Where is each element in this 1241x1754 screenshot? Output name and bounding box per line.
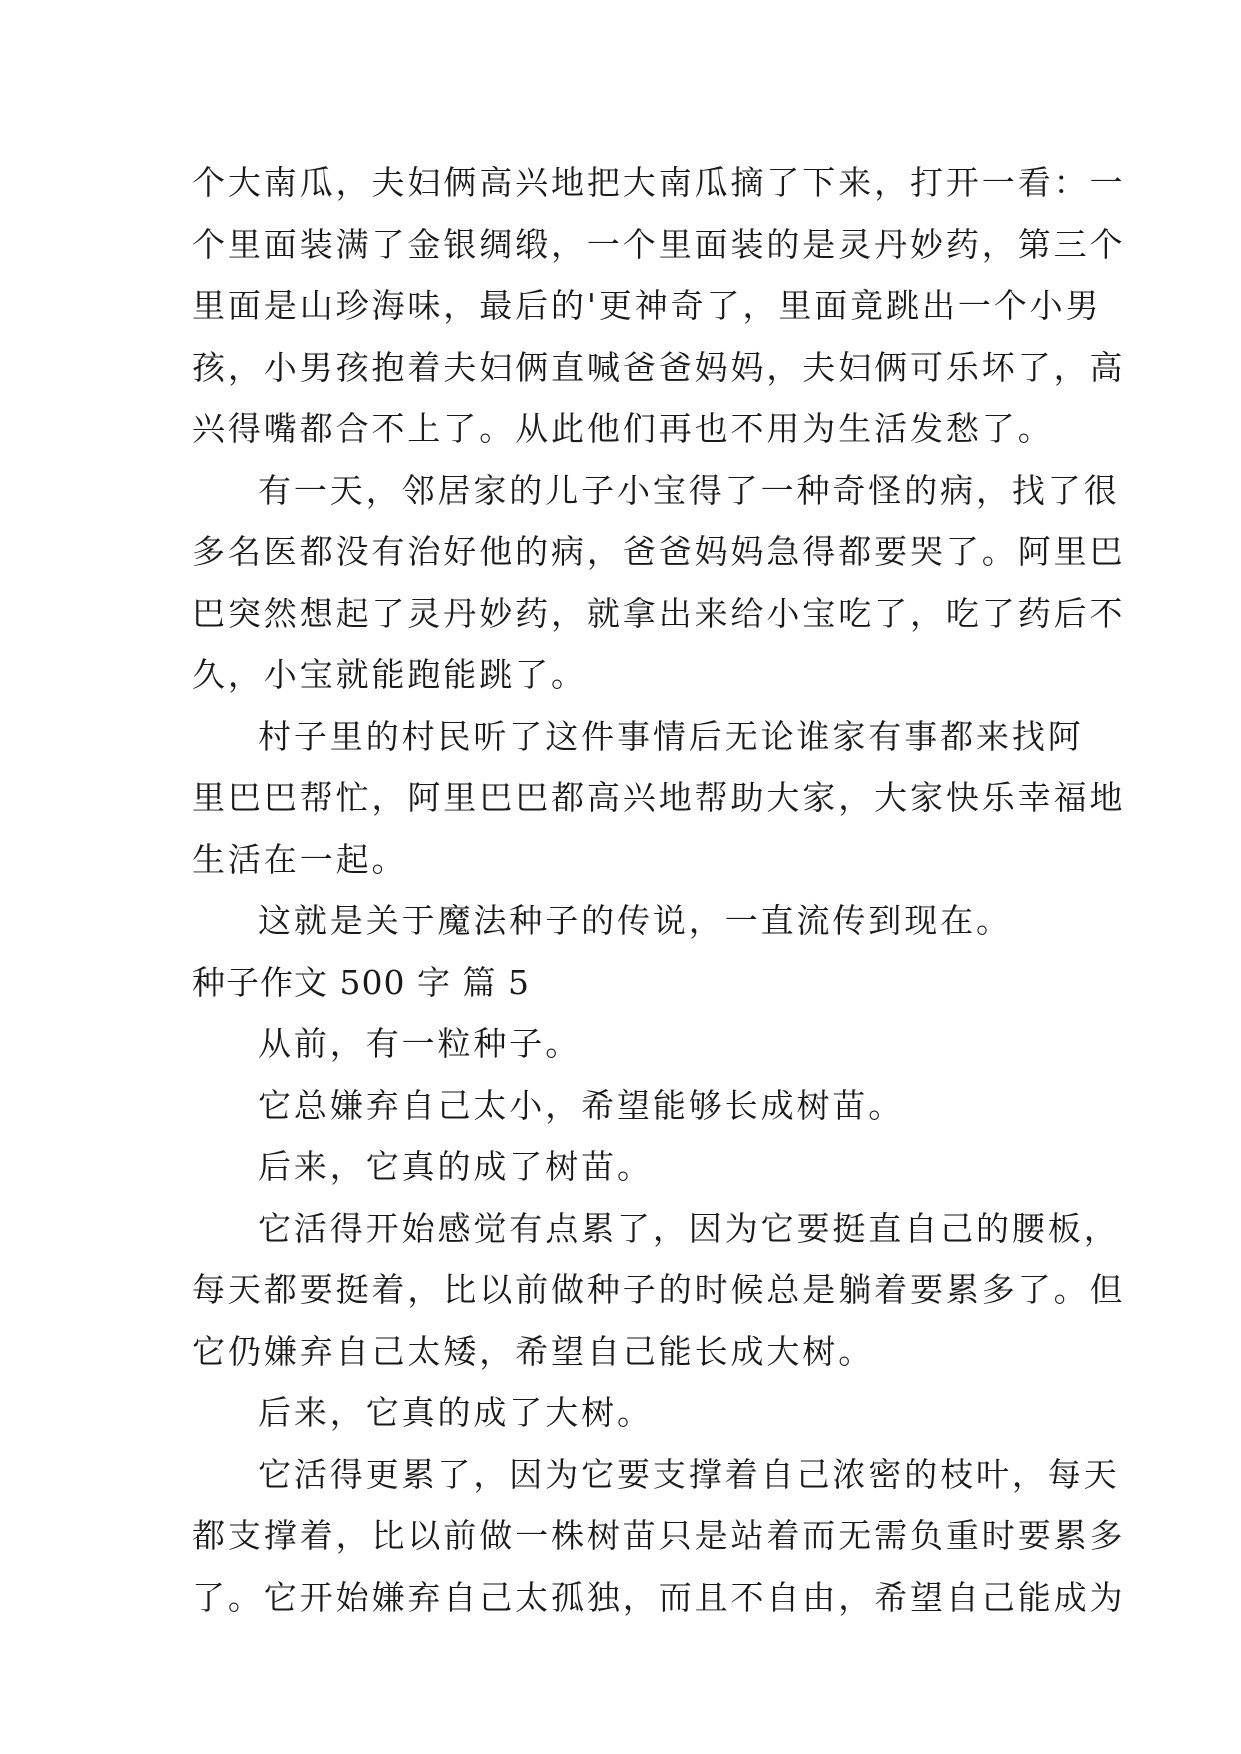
paragraph-line: 后来，它真的成了大树。 [258,1393,653,1432]
paragraph-line: 村子里的村民听了这件事情后无论谁家有事都来找阿 [258,716,1084,756]
paragraph-line: 兴得嘴都合不上了。从此他们再也不用为生活发愁了。 [192,409,1054,448]
paragraph-line: 里面是山珍海味，最后的'更神奇了，里面竟跳出一个小男 [192,286,1102,325]
paragraph-line: 多名医都没有治好他的病，爸爸妈妈急得都要哭了。阿里巴 [192,532,1126,571]
paragraph-line: 它仍嫌弃自己太矮，希望自己能长成大树。 [192,1331,875,1371]
paragraph-line: 巴突然想起了灵丹妙药，就拿出来给小宝吃了，吃了药后不 [192,593,1126,633]
paragraph-line: 了。它开始嫌弃自己太孤独，而且不自由，希望自己能成为 [192,1577,1126,1617]
document-page [192,152,1126,1628]
paragraph-line: 后来，它真的成了树苗。 [258,1147,653,1186]
paragraph-line: 它活得开始感觉有点累了，因为它要挺直自己的腰板， [258,1208,1120,1248]
paragraph-line: 每天都要挺着，比以前做种子的时候总是躺着要累多了。但 [192,1270,1126,1309]
paragraph-line: 都支撑着，比以前做一株树苗只是站着而无需负重时要累多 [192,1516,1126,1555]
paragraph-line: 这就是关于魔法种子的传说，一直流传到现在。 [258,901,1012,940]
paragraph-line: 孩，小男孩抱着夫妇俩直喊爸爸妈妈，夫妇俩可乐坏了，高 [192,347,1126,387]
paragraph-line: 有一天，邻居家的儿子小宝得了一种奇怪的病，找了很 [258,470,1120,510]
paragraph-line: 生活在一起。 [192,839,408,879]
paragraph-line: 久，小宝就能跑能跳了。 [192,655,587,694]
paragraph-line: 它总嫌弃自己太小，希望能够长成树苗。 [258,1085,905,1125]
section-heading: 种子作文 500 字 篇 5 [192,962,530,1002]
paragraph-line: 里巴巴帮忙，阿里巴巴都高兴地帮助大家，大家快乐幸福地 [192,778,1126,817]
paragraph-line: 它活得更累了，因为它要支撑着自己浓密的枝叶，每天 [258,1454,1120,1494]
paragraph-line: 个大南瓜，夫妇俩高兴地把大南瓜摘了下来，打开一看：一 [192,163,1126,202]
paragraph-line: 个里面装满了金银绸缎，一个里面装的是灵丹妙药，第三个 [192,224,1126,264]
paragraph-line: 从前，有一粒种子。 [258,1024,582,1063]
